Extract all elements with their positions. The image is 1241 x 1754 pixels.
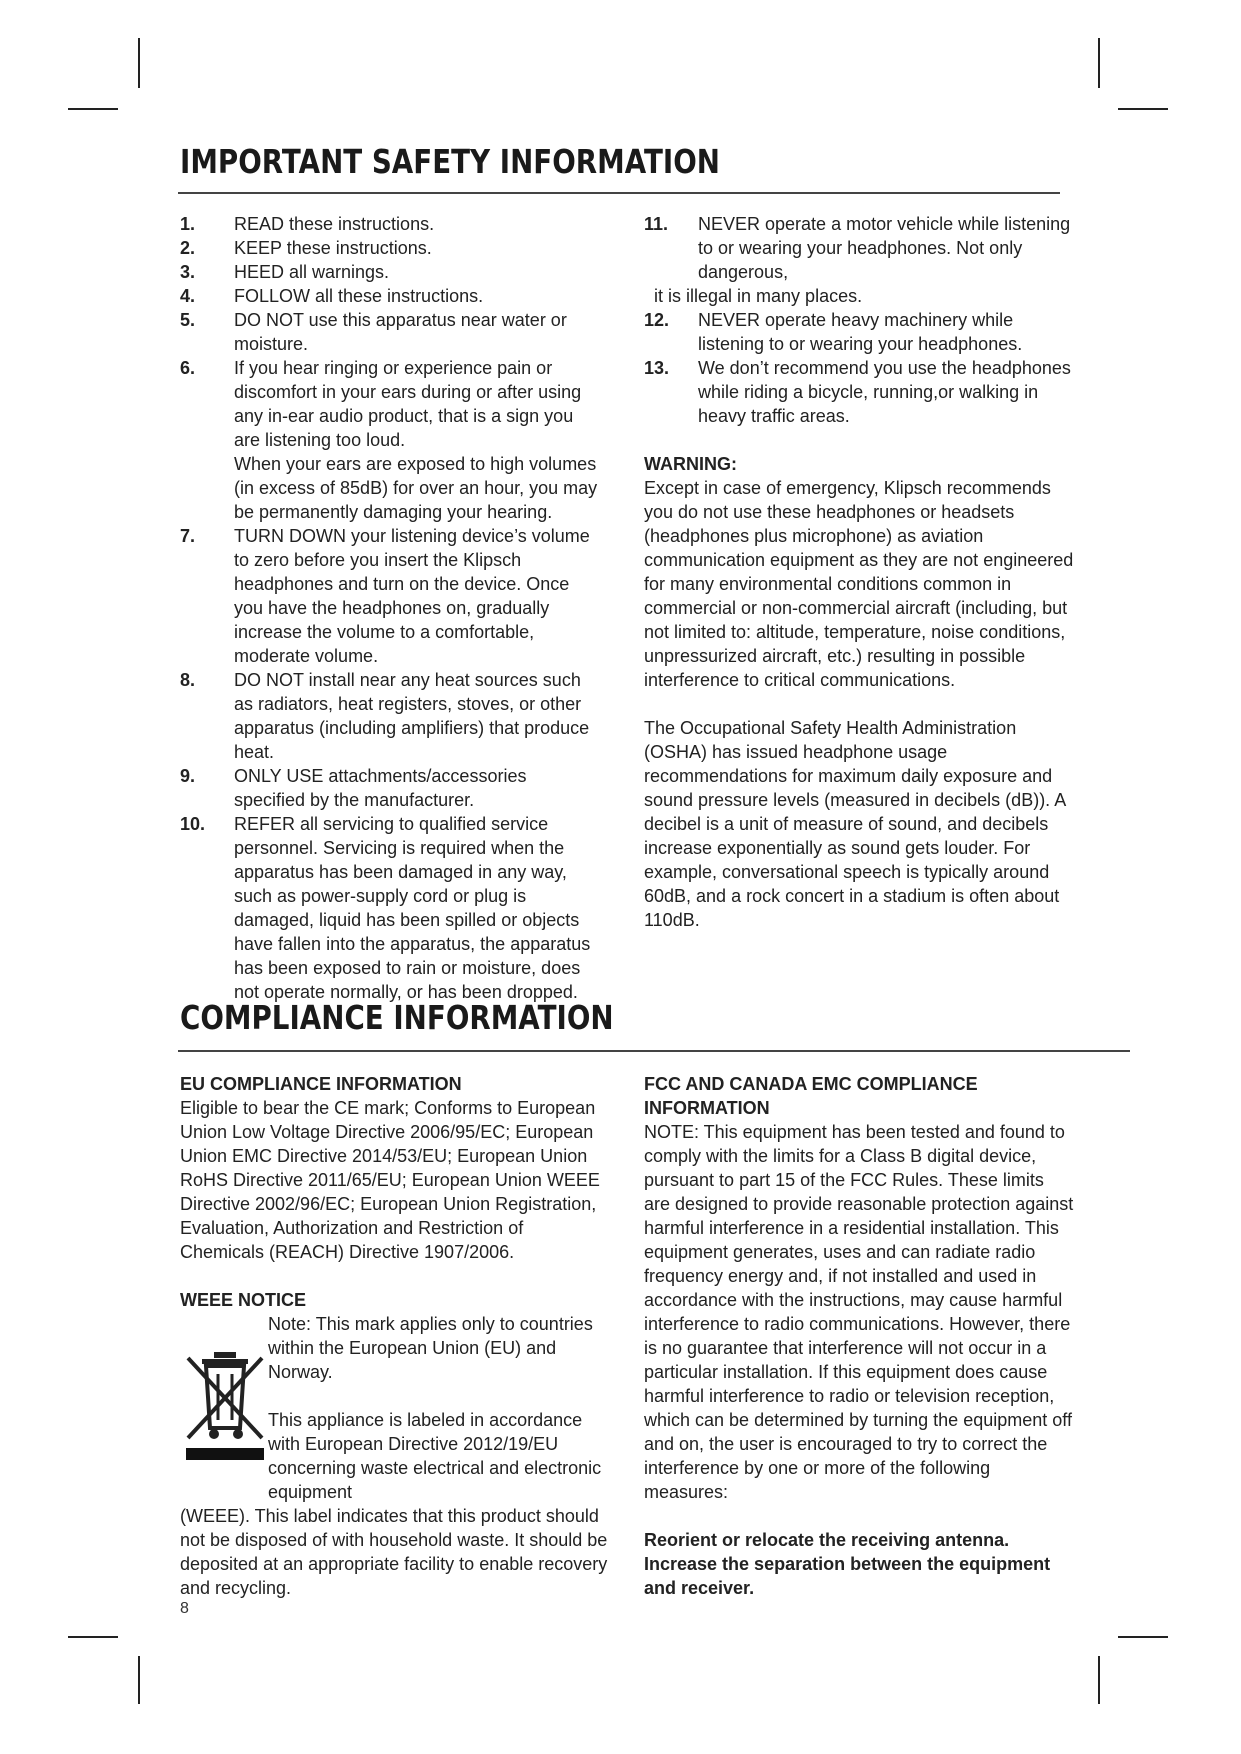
fcc-column — [644, 1072, 1074, 1600]
list-item: 6. If you hear ringing or experience pain or discomfort in your ears during or after using any in-ear audio product, that is a sign you are listening too loud. When your ears are exposed to high volumes (in excess of 85dB) for over an hour, you may be permanently damaging your hearing. — [180, 358, 598, 522]
fcc-heading: FCC AND CANADA EMC COMPLIANCE INFORMATION — [644, 1074, 978, 1118]
list-item: 4. FOLLOW all these instructions. — [180, 286, 484, 306]
crop-mark — [1098, 1656, 1100, 1704]
weee-block — [180, 1312, 610, 1600]
crop-mark — [1118, 108, 1168, 110]
warning-text: Except in case of emergency, Klipsch recommends you do not use these headphones or headsets (headphones plus microphone) as aviation communication equipment as they are not engineered for many environmental conditions common in commercial or non-commercial aircraft (including, but not limited to: altitude, temperature, noise conditions, unpressurized aircraft, etc.) resulting in possible interference to critical communications. — [644, 478, 1074, 690]
list-item: 13. We don’t recommend you use the headphones while riding a bicycle, running,or walking in heavy traffic areas. — [644, 358, 1071, 426]
weee-crossed-bin-icon — [184, 1350, 266, 1462]
safety-list-right — [644, 212, 1074, 428]
safety-right-column — [644, 212, 1074, 932]
crop-mark — [1098, 38, 1100, 88]
list-item: 3. HEED all warnings. — [180, 262, 390, 282]
osha-text: The Occupational Safety Health Administration (OSHA) has issued headphone usage recommendations for maximum daily exposure and sound pressure levels (measured in decibels (dB)). A decibel is a unit of measure of sound, and decibels increase exponentially as sound gets louder. For example, conversational speech is typically around 60dB, and a rock concert in a stadium is often about 110dB. — [644, 718, 1066, 930]
weee-note: Note: This mark applies only to countries within the European Union (EU) and Norway. — [268, 1314, 593, 1382]
eu-heading: EU COMPLIANCE INFORMATION — [180, 1074, 462, 1094]
warning-heading: WARNING: — [644, 454, 737, 474]
list-item: 12. NEVER operate heavy machinery while listening to or wearing your headphones. — [644, 310, 1023, 354]
crop-mark — [68, 108, 118, 110]
list-item: 5. DO NOT use this apparatus near water or moisture. — [180, 310, 567, 354]
weee-label-text-continued: (WEEE). This label indicates that this product should not be disposed of with household waste. It should be deposited at an appropriate facility to enable recovery and recycling. — [180, 1506, 608, 1598]
weee-label-text: This appliance is labeled in accordance with European Directive 2012/19/EU concerning waste electrical and electronic equipment — [268, 1410, 602, 1502]
safety-left-column — [180, 212, 600, 1004]
compliance-title: COMPLIANCE INFORMATION — [180, 998, 614, 1037]
weee-heading: WEEE NOTICE — [180, 1290, 307, 1310]
compliance-title-rule — [178, 1050, 1130, 1052]
safety-list-left — [180, 212, 600, 1004]
fcc-text: NOTE: This equipment has been tested and found to comply with the limits for a Class B digital device, pursuant to part 15 of the FCC Rules. These limits are designed to provide reasonable protection against harmful interference in a residential installation. This equipment generates, uses and can radiate radio frequency energy and, if not installed and used in accordance with the instructions, may cause harmful interference to radio communications. However, there is no guarantee that interference will not occur in a particular installation. If this equipment does cause harmful interference to radio or television reception, which can be determined by turning the equipment off and on, the user is encouraged to try to correct the interference by one or more of the following measures: — [644, 1122, 1074, 1502]
list-item: 9. ONLY USE attachments/accessories specified by the manufacturer. — [180, 766, 527, 810]
crop-mark — [68, 1636, 118, 1638]
fcc-measure-1: Reorient or relocate the receiving antenna. — [644, 1530, 1010, 1550]
list-item: 2. KEEP these instructions. — [180, 238, 432, 258]
list-item: 1. READ these instructions. — [180, 214, 435, 234]
list-item: 10. REFER all servicing to qualified service personnel. Servicing is required when the apparatus has been damaged in any way, such as power-supply cord or plug is damaged, liquid has been spilled or objects have fallen into the apparatus, the apparatus has been exposed to rain or moisture, does not operate normally, or has been dropped. — [180, 814, 591, 1002]
eu-column — [180, 1072, 610, 1600]
eu-text: Eligible to bear the CE mark; Conforms to European Union Low Voltage Directive 2006/95/EC; European Union EMC Directive 2014/53/EU; European Union RoHS Directive 2011/65/EU; European Union WEEE Directive 2002/96/EC; European Union Registration, Evaluation, Authorization and Restriction of Chemicals (REACH) Directive 1907/2006. — [180, 1098, 600, 1262]
safety-title-rule — [178, 192, 1060, 194]
list-item: 8. DO NOT install near any heat sources such as radiators, heat registers, stoves, or other apparatus (including amplifiers) that produce heat. — [180, 670, 590, 762]
list-item: it is illegal in many places. — [654, 286, 863, 306]
crop-mark — [138, 1656, 140, 1704]
crop-mark — [138, 38, 140, 88]
list-item: 7. TURN DOWN your listening device’s volume to zero before you insert the Klipsch headphones and turn on the device. Once you have the headphones on, gradually increase the volume to a comfortable, moderate volume. — [180, 526, 590, 666]
crop-mark — [1118, 1636, 1168, 1638]
fcc-measure-2: Increase the separation between the equipment and receiver. — [644, 1554, 1051, 1598]
page-number: 8 — [180, 1600, 189, 1617]
safety-title: IMPORTANT SAFETY INFORMATION — [180, 142, 721, 181]
list-item: 11. NEVER operate a motor vehicle while listening to or wearing your headphones. Not only dangerous, — [644, 214, 1071, 282]
